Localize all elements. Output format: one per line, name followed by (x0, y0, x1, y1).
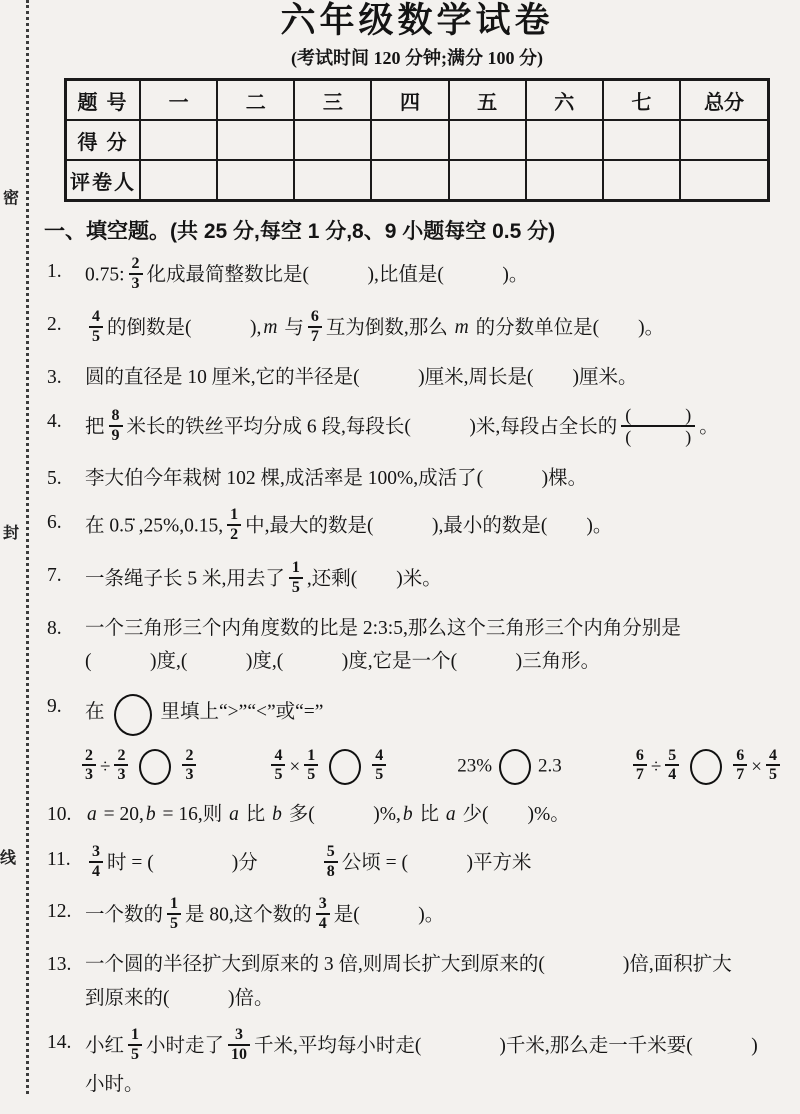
variable: m (263, 317, 278, 339)
question-number: 7. (47, 565, 62, 587)
score-table-column-5: 五 (449, 80, 526, 121)
fraction-denominator: 5 (766, 764, 780, 784)
variable: a (229, 804, 239, 826)
question-text: 在 0.5̇ ,25%,0.15, (85, 515, 224, 537)
question-line (85, 363, 792, 392)
question-body (85, 614, 792, 681)
question-text: 一条绳子长 5 米,用去了 (85, 568, 285, 590)
fraction (733, 747, 747, 785)
question-body (85, 1025, 792, 1103)
fraction-numerator: 3 (318, 895, 327, 913)
fraction-denominator: 7 (633, 764, 647, 784)
question-text: = 20, (98, 804, 144, 826)
question-line (85, 984, 792, 1013)
comparison-expression-4 (629, 746, 784, 787)
question-list (42, 257, 792, 1103)
score-cell-empty (680, 120, 769, 160)
question-line (85, 561, 792, 599)
fraction-denominator: 5 (89, 326, 103, 346)
question-text: ,还剩( )米。 (306, 568, 442, 590)
score-table-row-label-1: 得 分 (66, 120, 141, 160)
question-text: 23% (457, 755, 493, 777)
question-body (85, 508, 792, 550)
variable: m (454, 317, 469, 339)
question-text: 中,最大的数是( ),最小的数是( )。 (245, 515, 613, 537)
score-cell-empty (371, 120, 448, 160)
question-body (85, 561, 792, 603)
fraction-numerator: 4 (92, 307, 100, 325)
score-cell-empty (140, 120, 217, 160)
question-text: 圆的直径是 10 厘米,它的半径是( )厘米,周长是( )厘米。 (85, 366, 638, 388)
score-cell-empty (680, 160, 769, 201)
score-table-column-7: 七 (603, 80, 680, 121)
comparison-circle (139, 749, 171, 785)
comparison-row (78, 746, 784, 787)
fraction (324, 843, 338, 881)
fraction-numerator: 8 (111, 407, 120, 425)
fraction (228, 1026, 250, 1064)
question-text: 2.3 (538, 755, 562, 777)
question-text: 是 80,这个数的 (185, 904, 312, 926)
question-8 (42, 614, 792, 681)
fraction-denominator: 5 (289, 577, 303, 597)
fraction-denominator: 3 (114, 764, 128, 784)
score-cell-empty (294, 120, 371, 160)
fraction-denominator: 5 (167, 913, 181, 933)
question-number: 8. (47, 618, 62, 640)
question-text: 小红 (85, 1035, 125, 1057)
question-number: 6. (47, 512, 62, 534)
question-text: 一个数的 (85, 904, 164, 926)
score-table-column-8: 总分 (680, 80, 769, 121)
variable: a (87, 804, 97, 826)
question-text: 的倒数是( ), (107, 317, 262, 339)
question-text: 是( )。 (333, 904, 445, 926)
question-text: 比 (414, 804, 444, 826)
score-table-column-3: 三 (294, 80, 371, 121)
question-text: 与 (279, 317, 304, 339)
fraction (289, 559, 303, 597)
question-text: 多( )%, (283, 804, 401, 826)
fraction-numerator: 5 (668, 746, 677, 764)
fraction-numerator: 6 (635, 746, 644, 764)
comparison-circle (690, 749, 722, 785)
question-text: 在 (85, 701, 105, 723)
seal-label-xian: 线 (0, 850, 17, 867)
question-line (85, 1070, 792, 1099)
question-number: 10. (47, 804, 72, 826)
fraction-denominator: 3 (129, 273, 143, 293)
question-line (85, 800, 792, 829)
page-subtitle: (考试时间 120 分钟;满分 100 分) (291, 48, 543, 68)
fraction-denominator: 7 (733, 764, 747, 784)
question-text: 把 (85, 416, 105, 438)
score-cell-empty (603, 160, 680, 201)
score-cell-empty (217, 120, 294, 160)
question-number: 9. (47, 695, 62, 717)
score-table-column-1: 一 (140, 80, 217, 121)
fraction (167, 895, 181, 933)
question-number: 4. (47, 410, 62, 432)
comparison-circle (329, 749, 361, 785)
question-line (85, 307, 792, 348)
score-cell-empty (294, 160, 371, 201)
question-body (85, 307, 792, 352)
comparison-expression-1 (78, 746, 200, 787)
question-number: 2. (47, 313, 62, 335)
score-cell-empty (449, 120, 526, 160)
question-3 (42, 363, 792, 396)
question-number: 5. (47, 468, 62, 490)
score-table-header-label: 题 号 (66, 80, 141, 121)
fraction-numerator: 4 (274, 746, 283, 764)
fraction-denominator: 4 (89, 861, 103, 881)
fraction-numerator: 1 (131, 1025, 140, 1043)
question-7 (42, 561, 792, 603)
question-line (85, 1025, 792, 1066)
score-cell-empty (371, 160, 448, 201)
fraction (129, 255, 143, 293)
fraction (227, 506, 241, 544)
question-body (85, 950, 792, 1017)
score-cell-empty (449, 160, 526, 201)
score-table-row-label-2: 评卷人 (66, 160, 141, 201)
fraction-numerator: 1 (307, 746, 316, 764)
fraction-denominator: 5 (271, 764, 285, 784)
question-body (85, 363, 792, 396)
fraction-denominator: 3 (182, 764, 196, 784)
question-text: = 16,则 (157, 804, 228, 826)
fraction-denominator: 4 (316, 913, 330, 933)
fraction-numerator: 1 (230, 506, 239, 524)
variable: b (402, 804, 413, 826)
section-heading: 一、填空题。(共 25 分,每空 1 分,8、9 小题每空 0.5 分) (44, 220, 556, 243)
fraction-denominator: 5 (372, 764, 386, 784)
fraction-numerator: 6 (736, 746, 745, 764)
variable: b (272, 804, 282, 826)
question-body (85, 404, 792, 453)
score-cell-empty (217, 160, 294, 201)
question-body (85, 692, 792, 738)
variable: a (445, 804, 456, 826)
question-line (85, 647, 792, 676)
question-line (85, 692, 792, 734)
score-cell-empty (526, 120, 603, 160)
question-text: 的分数单位是( )。 (470, 317, 665, 339)
fraction-numerator: 1 (170, 895, 179, 913)
fraction (308, 308, 322, 346)
fraction (128, 1026, 142, 1064)
question-text: 比 (240, 804, 271, 826)
question-9 (42, 692, 792, 738)
question-text: 米长的铁丝平均分成 6 段,每段长( )米,每段占全长的 (126, 416, 618, 438)
fraction-numerator: 3 (235, 1025, 244, 1043)
question-number: 14. (47, 1031, 72, 1053)
question-line (85, 464, 792, 493)
fraction-numerator: 4 (375, 746, 384, 764)
fraction (665, 747, 679, 785)
score-cell-empty (526, 160, 603, 201)
question-5 (42, 464, 792, 497)
question-4 (42, 404, 792, 453)
question-text: 里填上“>”“<”或“=” (160, 701, 324, 723)
fraction (372, 747, 386, 785)
fraction-denominator: 9 (109, 425, 123, 445)
question-line (85, 842, 792, 883)
question-line (85, 897, 792, 935)
question-number: 3. (47, 366, 62, 388)
question-line (85, 614, 792, 643)
fraction-numerator: 3 (92, 842, 100, 860)
fraction-numerator: 6 (310, 307, 319, 325)
fraction-denominator: 8 (324, 861, 338, 881)
fraction (271, 747, 285, 785)
seal-dotted-line (26, 0, 29, 1094)
question-text: 。 (699, 416, 719, 438)
fraction-denominator: 5 (304, 764, 318, 784)
blank-fraction (621, 405, 695, 447)
fraction (89, 308, 103, 346)
fraction-numerator: 2 (131, 255, 140, 272)
fraction (82, 747, 96, 785)
question-text: 一个三角形三个内角度数的比是 2:3:5,那么这个三角形三个内角分别是 (85, 618, 681, 640)
question-14 (42, 1025, 792, 1103)
question-text: 一个圆的半径扩大到原来的 3 倍,则周长扩大到原来的( )倍,面积扩大 (85, 954, 732, 976)
fraction (182, 747, 196, 785)
question-number: 11. (47, 848, 71, 870)
score-table-column-4: 四 (371, 80, 448, 121)
question-text: ÷ (650, 755, 662, 777)
fraction-denominator: 2 (227, 524, 241, 544)
fraction-denominator: 7 (308, 326, 322, 346)
blank-fraction-numerator: ( ) (625, 404, 692, 425)
variable: b (145, 804, 156, 826)
fraction-denominator: 10 (228, 1044, 250, 1064)
score-cell-empty (603, 120, 680, 160)
question-text: × (751, 755, 762, 777)
question-body (85, 800, 792, 833)
fraction-numerator: 2 (85, 746, 93, 764)
seal-label-mi: 密 (3, 190, 20, 207)
question-line (85, 508, 792, 546)
seal-label-feng: 封 (3, 525, 20, 542)
question-body (85, 897, 792, 939)
question-10 (42, 800, 792, 833)
fraction (304, 747, 318, 785)
fraction-numerator: 1 (291, 559, 300, 577)
fraction-denominator: 3 (82, 764, 96, 784)
question-12 (42, 897, 792, 939)
fraction (766, 747, 780, 785)
score-cell-empty (140, 160, 217, 201)
question-text: 公顷 = ( )平方米 (341, 852, 532, 873)
fraction-numerator: 2 (185, 746, 194, 764)
question-number: 12. (47, 901, 72, 923)
question-6 (42, 508, 792, 550)
score-table (64, 78, 770, 202)
question-text: 互为倒数,那么 (325, 317, 453, 339)
question-text: 少( )%。 (457, 804, 570, 826)
comparison-circle (499, 749, 531, 785)
question-text: 千米,平均每小时走( )千米,那么走一千米要( ) (254, 1035, 758, 1057)
fraction-numerator: 4 (768, 746, 777, 764)
fraction-numerator: 5 (326, 842, 335, 860)
question-text: × (289, 755, 301, 777)
comparison-expression-3 (457, 749, 562, 785)
blank-fraction-denominator: ( ) (621, 425, 695, 447)
comparison-expression-2 (267, 746, 390, 787)
question-text: 时 = ( )分 (107, 852, 258, 873)
question-text: ÷ (100, 755, 111, 777)
fraction (633, 747, 647, 785)
fraction-denominator: 5 (128, 1044, 142, 1064)
question-line (85, 257, 792, 295)
score-table-column-6: 六 (526, 80, 603, 121)
question-text: 到原来的( )倍。 (85, 987, 274, 1009)
question-line (85, 950, 792, 979)
page-title: 六年级数学试卷 (280, 1, 554, 40)
fraction (316, 895, 330, 933)
fraction (89, 843, 103, 881)
question-body (85, 257, 792, 299)
question-number: 1. (47, 261, 62, 282)
question-text: ( )度,( )度,( )度,它是一个( )三角形。 (85, 651, 601, 673)
question-number: 13. (47, 954, 72, 976)
question-1 (42, 257, 792, 299)
fraction-numerator: 2 (117, 746, 126, 764)
fraction (114, 747, 128, 785)
question-line (85, 404, 792, 449)
question-11 (42, 842, 792, 887)
fraction (109, 407, 123, 445)
question-13 (42, 950, 792, 1017)
exam-page (42, 0, 792, 1114)
question-2 (42, 307, 792, 352)
question-text: 李大伯今年栽树 102 棵,成活率是 100%,成活了( )棵。 (85, 468, 588, 490)
question-body (85, 842, 792, 887)
question-text: 0.75: (85, 264, 125, 286)
comparison-circle (114, 694, 152, 736)
fraction-denominator: 4 (665, 764, 679, 784)
question-text: 化成最简整数比是( ),比值是( )。 (146, 264, 529, 286)
question-body (85, 464, 792, 497)
question-text: 小时。 (85, 1073, 144, 1095)
question-text: 小时走了 (146, 1035, 225, 1057)
score-table-column-2: 二 (217, 80, 294, 121)
